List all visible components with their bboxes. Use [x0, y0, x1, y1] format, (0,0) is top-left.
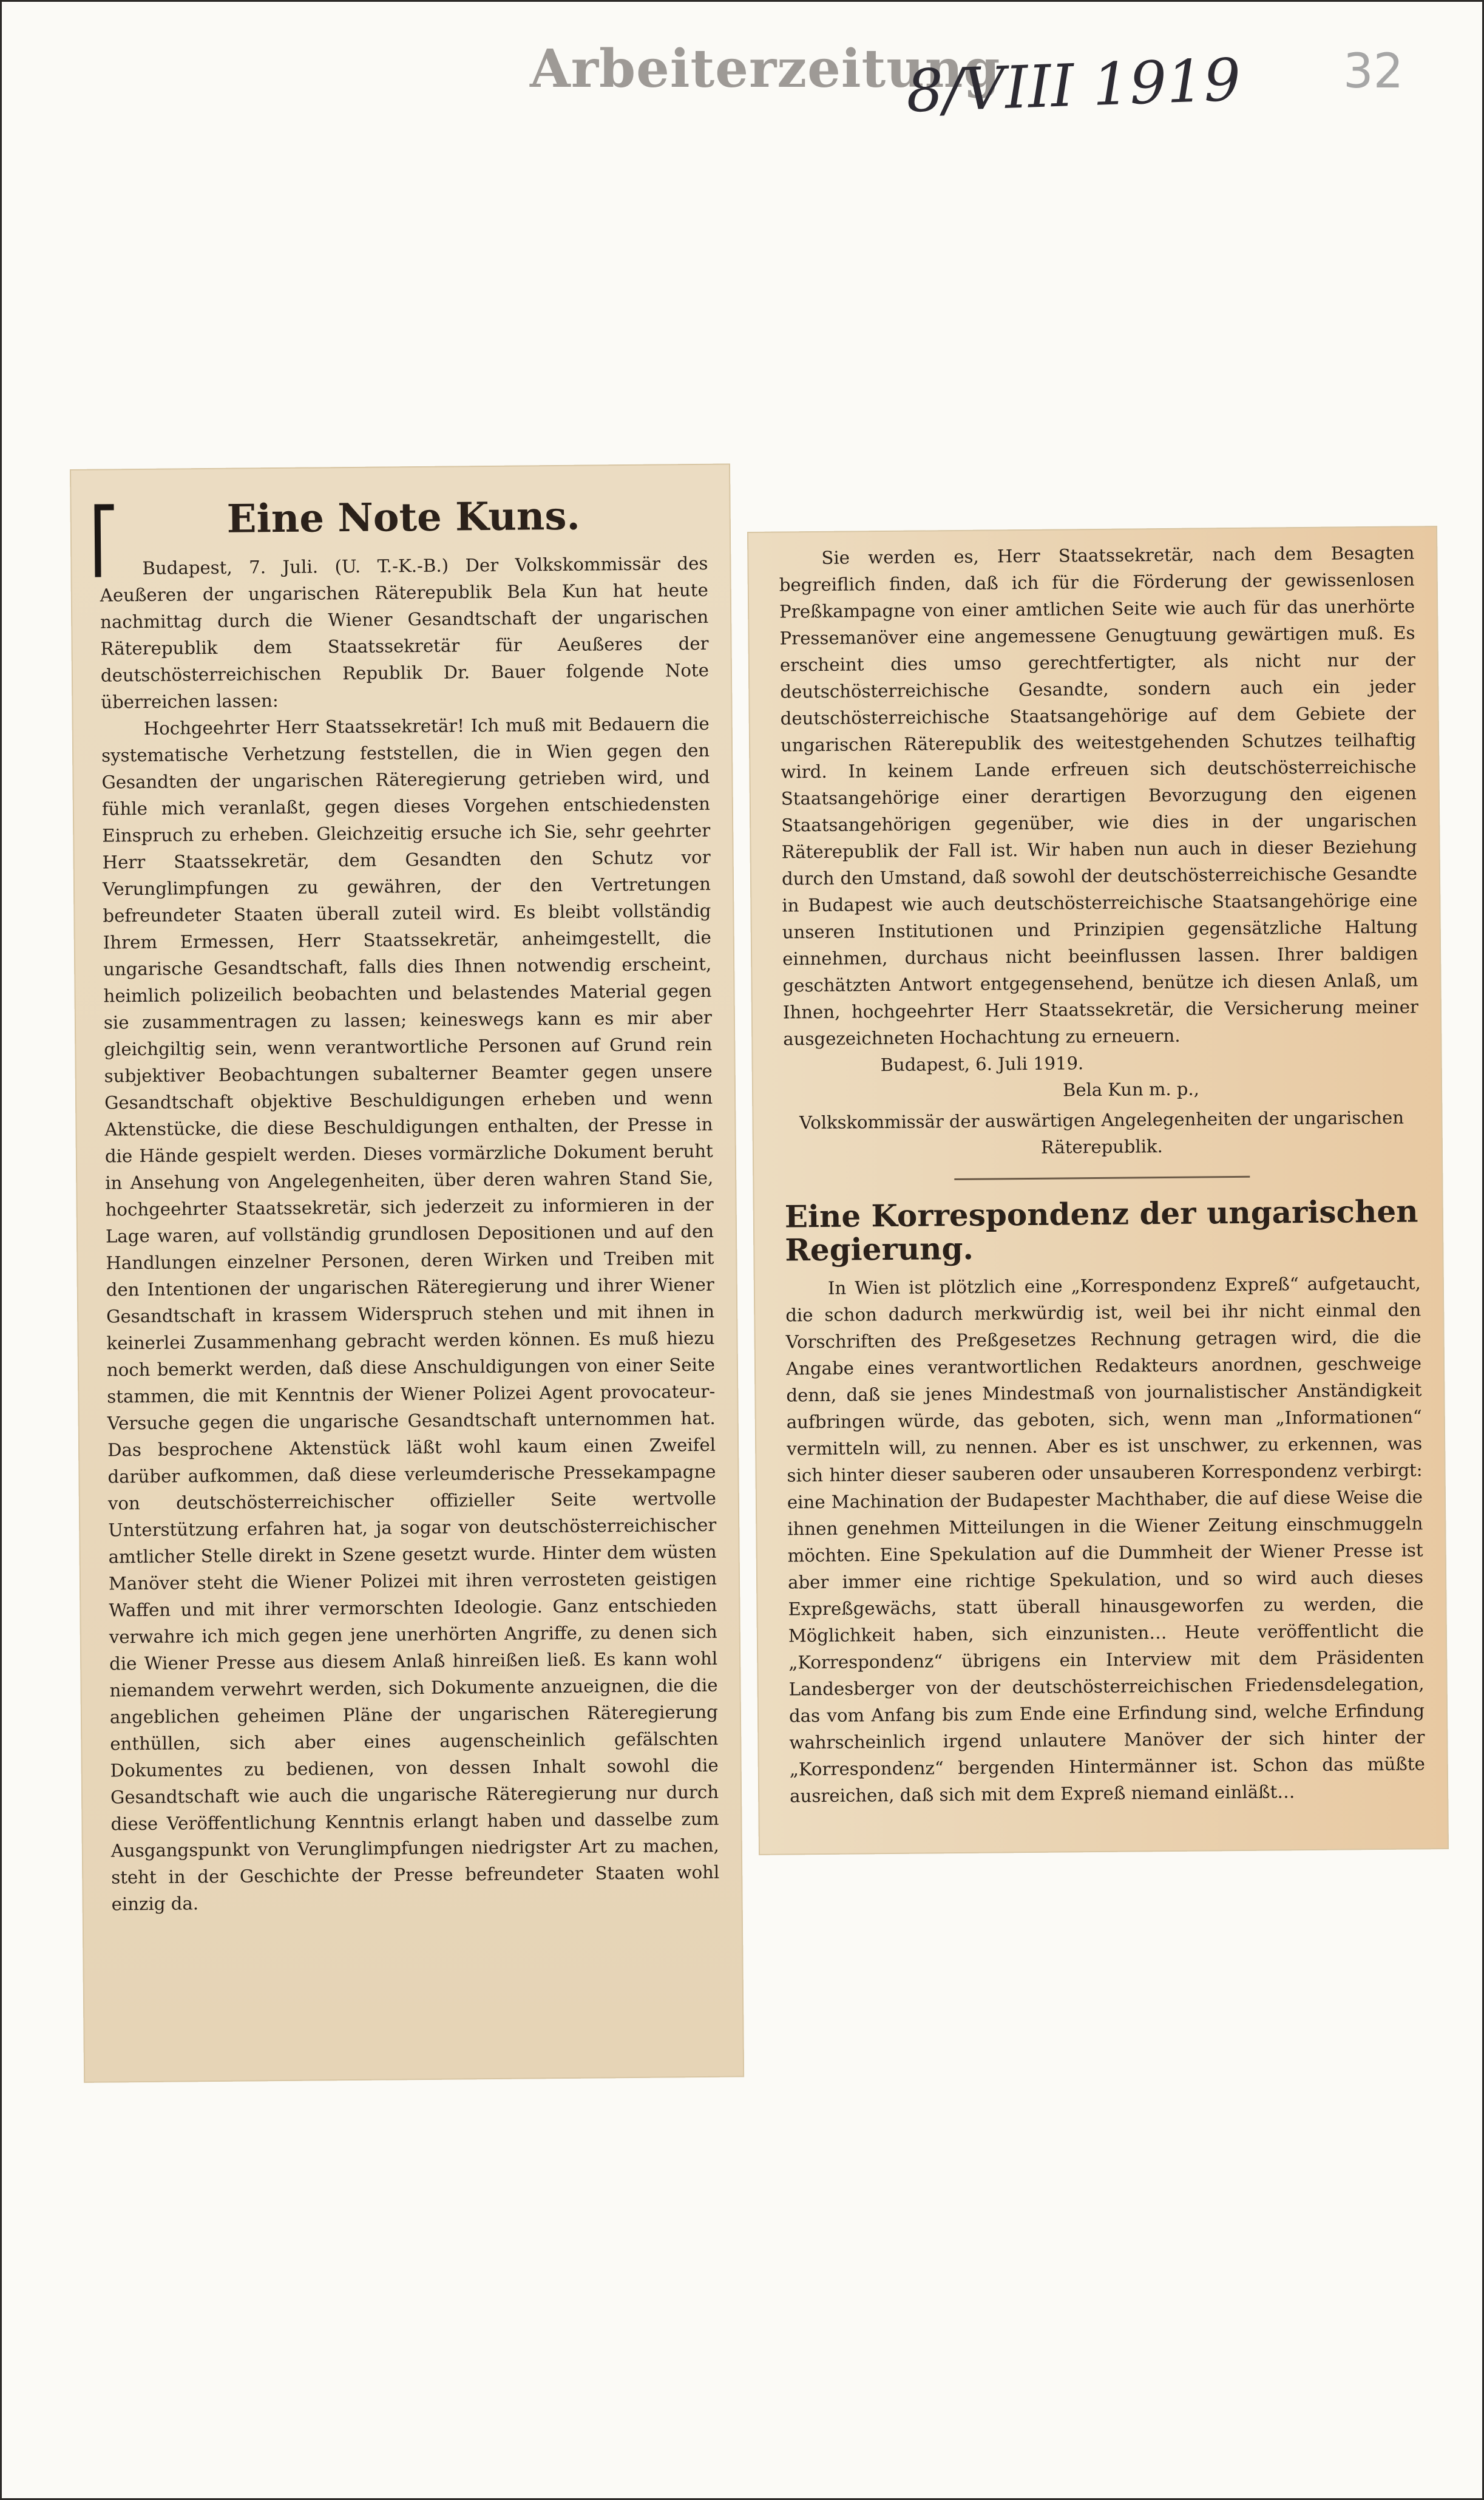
article-continuation	[779, 539, 1420, 1163]
article-paragraph: Budapest, 7. Juli. (U. T.-K.-B.) Der Volkskommissär des Aeußeren der ungarischen Räterepublik Bela Kun hat heute nachmittag durch die Wiener Gesandtschaft der ungarischen Räterepublik dem Staatssekretär für Aeußeres der deutschösterreichischen Republik Dr. Bauer folgende Note überreichen lassen:	[100, 553, 710, 713]
article-headline: Eine Note Kuns.	[226, 493, 581, 542]
divider	[954, 1176, 1250, 1180]
article-paragraph: Sie werden es, Herr Staatssekretär, nach dem Besagten begreiflich finden, daß ich für die Förderung der gewissenlosen Preßkampagne von einer amtlichen Seite wie auch für das unerhörte Pressemanöver eine angemessene Genugtuung gewärtigen muß. Es erscheint dies umso gerechtfertigter, als nicht nur der deutschösterreichische Gesandte, sondern auch ein jeder deutschösterreichische Staatsangehörige auf dem Gebiete der ungarischen Räterepublik des weitestgehenden Schutzes teilhaftig wird. In keinem Lande erfreuen sich deutschösterreichische Staatsangehörige einer derartigen Bevorzugung den eigenen Staatsangehörigen gegenüber, wie dies in der ungarischen Räterepublik der Fall ist. Wir haben nun auch in dieser Beziehung durch den Umstand, daß sowohl der deutschösterreichische Gesandte in Budapest wie auch deutschösterreichische Staatsangehörige eine unseren Institutionen und Prinzipien gegensätzliche Haltung einnehmen, durchaus nicht beeinflussen lassen. Ihrer baldigen geschätzten Antwort entgegensehend, benütze ich diesen Anlaß, um Ihnen, hochgeehrter Herr Staatssekretär, die Versicherung meiner ausgezeichneten Hochachtung zu erneuern.	[779, 542, 1419, 1050]
article-body	[100, 550, 720, 1918]
clipping-left	[70, 464, 744, 2083]
article-body-2	[785, 1269, 1426, 1809]
article-headline-2: Eine Korrespondenz der ungarischen Regierung.	[784, 1193, 1418, 1268]
newspaper-stamp: Arbeiterzeitung	[530, 38, 1001, 100]
corner-mark	[95, 504, 115, 577]
date-line: Budapest, 6. Juli 1919.	[880, 1053, 1084, 1076]
article-paragraph: In Wien ist plötzlich eine „Korrespondenz Expreß“ aufgetaucht, die schon dadurch merkwürdig ist, weil bei ihr nicht einmal den Vorschriften des Preßgesetzes Rechnung getragen wird, die die Angabe eines verantwortlichen Redakteurs anordnen, geschweige denn, daß sie jenes Mindestmaß von journalistischer Anständigkeit aufbringen würde, das geboten, sich, wenn man „Informationen“ vermitteln will, zu nennen. Aber es ist unschwer, zu erkennen, was sich hinter dieser sauberen oder unsauberen Korrespondenz verbirgt: eine Machination der Budapester Machthaber, die auf diese Weise die ihnen genehmen Mitteilungen in die Wiener Zeitung einschmuggeln möchten. Eine Spekulation auf die Dummheit der Wiener Presse ist aber immer eine richtige Spekulation, und so wird auch dieses Expreßgewächs, statt überall hinausgeworfen zu werden, die Möglichkeit haben, sich einzunisten… Heute veröffentlicht die „Korrespondenz“ übrigens ein Interview mit dem Präsidenten Landesberger von der deutschösterreichischen Friedensdelegation, das vom Anfang bis zum Ende eine Erfindung sind, welche Erfindung wahrscheinlich irgend unlautere Manöver der sich hinter der „Korrespondenz“ bergenden Hintermänner ist. Schon das müßte ausreichen, daß sich mit dem Expreß niemand einläßt…	[785, 1272, 1425, 1807]
article-paragraph: Hochgeehrter Herr Staatssekretär! Ich muß mit Bedauern die systematische Verhetzung feststellen, die in Wien gegen den Gesandten der ungarischen Räteregierung getrieben wird, und fühle mich veranlaßt, gegen dieses Vorgehen entschiedensten Einspruch zu erheben. Gleichzeitig ersuche ich Sie, sehr geehrter Herr Staatssekretär, dem Gesandten den Schutz vor Verunglimpfungen zu gewähren, der den Vertretungen befreundeter Staaten überall zuteil wird. Es bleibt vollständig Ihrem Ermessen, Herr Staatssekretär, anheimgestellt, die ungarische Gesandtschaft, falls dies Ihnen notwendig erscheint, heimlich polizeilich beobachten und belastendes Material gegen sie zusammentragen zu lassen; keineswegs kann es mir aber gleichgiltig sein, wenn verantwortliche Personen auf Grund rein subjektiver Beobachtungen subalterner Beamter gegen unsere Gesandtschaft objektive Beschuldigungen erheben und wenn Aktenstücke, die diese Beschuldigungen enthalten, der Presse in die Hände gespielt werden. Dieses vormärzliche Dokument beruht in Ansehung von Angelegenheiten, über deren wahren Stand Sie, hochgeehrter Staatssekretär, sich jederzeit zu informieren in der Lage waren, auf vollständig grundlosen Depositionen und auf den Handlungen einzelner Personen, deren Wirken und Treiben mit den Intentionen der ungarischen Räteregierung und ihrer Wiener Gesandtschaft in krassem Widerspruch stehen und mit ihnen in keinerlei Zusammenhang gebracht werden können. Es muß hiezu noch bemerkt werden, daß diese Anschuldigungen von einer Seite stammen, die mit Kenntnis der Wiener Polizei Agent provocateur-Versuche gegen die ungarische Gesandtschaft unternommen hat. Das besprochene Aktenstück läßt wohl kaum einen Zweifel darüber aufkommen, daß diese verleumderische Pressekampagne von deutschösterreichischer offizieller Seite wertvolle Unterstützung erfahren hat, ja sogar von deutschösterreichischer amtlicher Stelle direkt in Szene gesetzt wurde. Hinter dem wüsten Manöver steht die Wiener Polizei mit ihren verrosteten geistigen Waffen und mit ihrer vermorschten Ideologie. Ganz entschieden verwahre ich mich gegen jene unerhörten Angriffe, zu denen sich die Wiener Presse aus diesem Anlaß hinreißen ließ. Es kann wohl niemandem verwehrt werden, sich Dokumente anzueignen, die die angeblichen geheimen Pläne der ungarischen Räteregierung enthüllen, sich aber eines augenscheinlich gefälschten Dokumentes zu bedienen, von dessen Inhalt sowohl die Gesandtschaft wie auch die ungarische Räteregierung nur durch diese Veröffentlichung Kenntnis erlangt haben und dasselbe zum Ausgangspunkt von Verunglimpfungen niedrigster Art zu machen, steht in der Geschichte der Presse befreundeter Staaten wohl einzig da.	[101, 713, 720, 1915]
handwritten-date: 8/VIII 1919	[905, 46, 1242, 126]
signature-title: Volkskommissär der auswärtigen Angelegenheiten der ungarischen Räterepublik.	[799, 1107, 1404, 1158]
page-number: 32	[1343, 44, 1404, 99]
signature: Bela Kun m. p.,	[1062, 1078, 1199, 1101]
clipping-right	[747, 526, 1449, 1855]
